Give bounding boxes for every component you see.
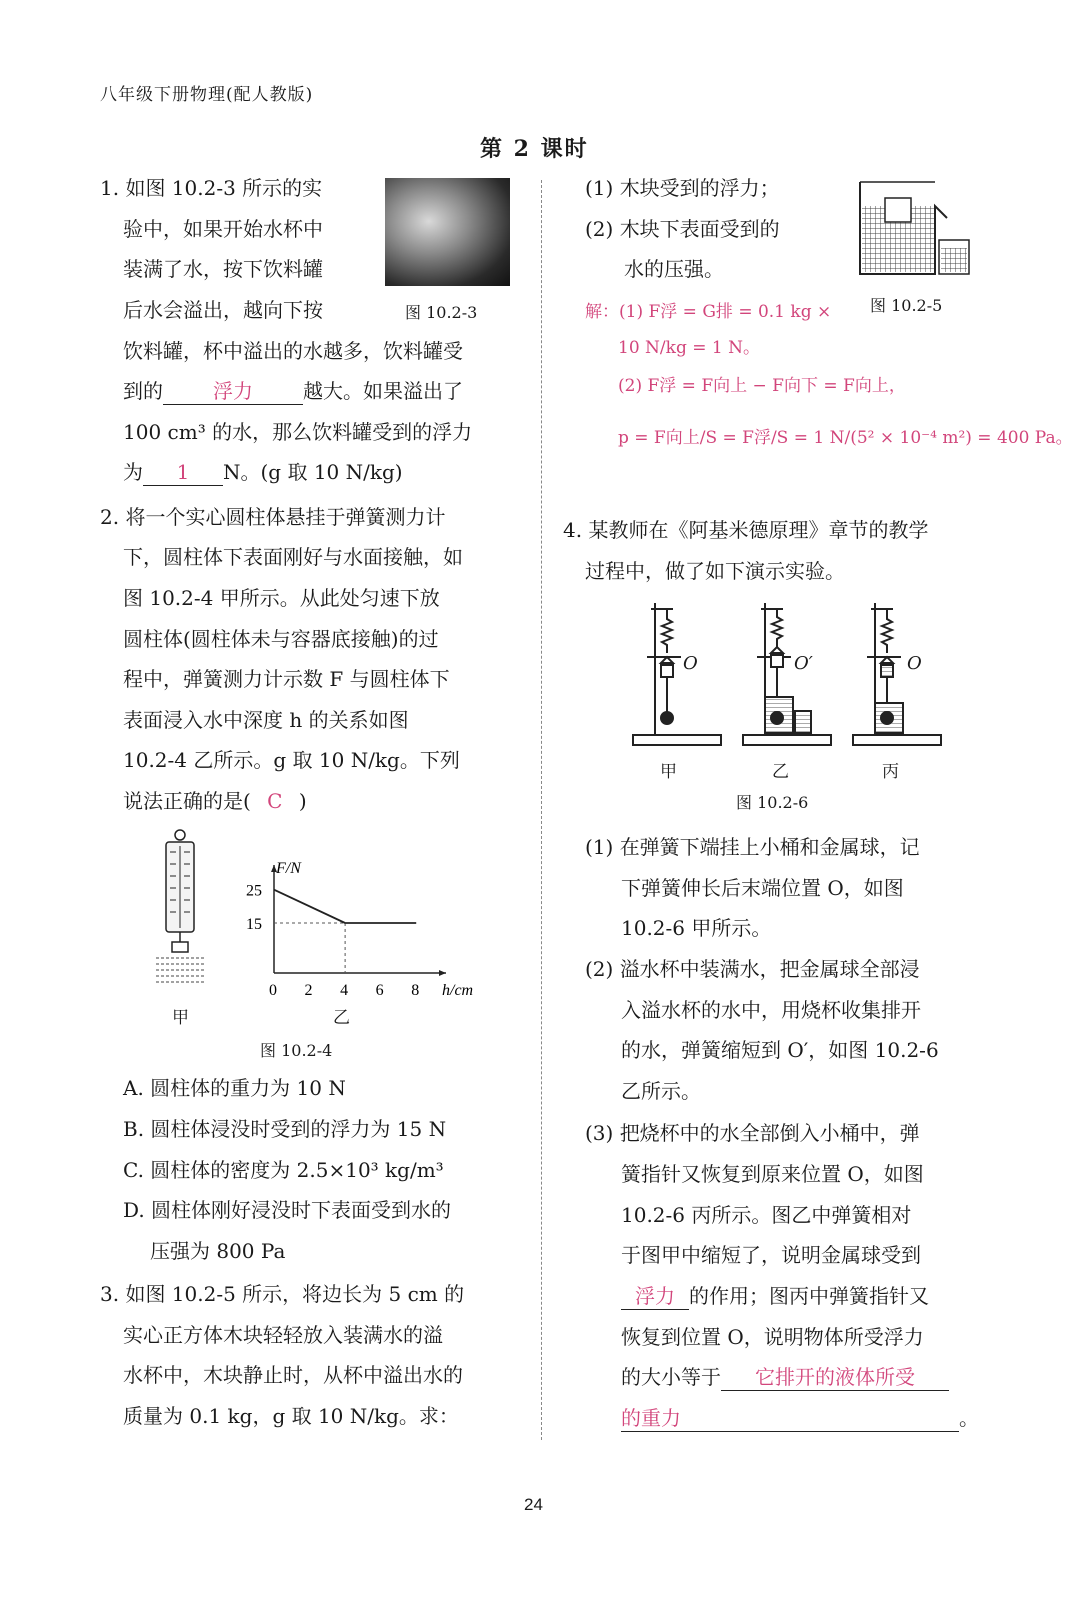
q4-step-6: 的水，弹簧缩短到 O′，如图 10.2-6: [621, 1038, 939, 1062]
q4-answer-1: 浮力: [635, 1284, 675, 1308]
q4-blank-2b: [621, 1405, 959, 1432]
section-title: 第 2 课时: [480, 136, 589, 162]
q2-line-4: 圆柱体(圆柱体未与容器底接触)的过: [123, 627, 439, 651]
q4-l12-post: 的作用；图丙中弹簧指针又: [689, 1284, 929, 1308]
q3-solution-2: 10 N/kg = 1 N。: [618, 338, 760, 358]
q4-line-2: 过程中，做了如下演示实验。: [585, 559, 845, 583]
q4-step-3: 10.2-6 甲所示。: [621, 916, 772, 940]
q1-line-6: [123, 371, 463, 412]
q2-l8-pre: 说法正确的是(: [123, 789, 251, 813]
q2-option-c: C. 圆柱体的密度为 2.5×10³ kg/m³: [123, 1158, 444, 1182]
x-tick-label: 2: [304, 982, 313, 999]
q4-l14-pre: 的大小等于: [621, 1365, 721, 1389]
q2-line-8: [123, 781, 307, 822]
q4-step-9: 簧指针又恢复到原来位置 O，如图: [621, 1162, 924, 1186]
q1-answer-1: 浮力: [213, 379, 253, 403]
x-tick-label: 0: [269, 982, 277, 999]
fig-caption-10-2-4: 图 10.2-4: [260, 1041, 333, 1060]
fig-caption-10-2-3: 图 10.2-3: [405, 303, 478, 322]
q3-sub-2-cont: 水的压强。: [624, 257, 724, 281]
point-label-yi: O′: [794, 653, 813, 674]
q4-step-4: (2) 溢水杯中装满水，把金属球全部浸: [585, 957, 920, 981]
q1-blank-1: [163, 378, 303, 405]
apparatus-bing: [853, 603, 941, 745]
fig-10-2-6-label-jia: 甲: [660, 762, 677, 782]
q4-step-5: 入溢水杯的水中，用烧杯收集排开: [621, 998, 921, 1022]
figure-10-2-5-overflow-cup: [855, 178, 975, 278]
apparatus-yi: [743, 603, 831, 745]
q2-option-b: B. 圆柱体浸没时受到的浮力为 15 N: [123, 1117, 447, 1141]
q4-step-1: (1) 在弹簧下端挂上小桶和金属球，记: [585, 835, 920, 859]
q2-answer: C: [267, 789, 283, 813]
q1-answer-2: 1: [176, 460, 190, 484]
q2-line-5: 程中，弹簧测力计示数 F 与圆柱体下: [123, 667, 450, 691]
q4-line-14: [621, 1357, 949, 1398]
apparatus-jia: [633, 603, 721, 745]
q4-step-10: 10.2-6 丙所示。图乙中弹簧相对: [621, 1203, 912, 1227]
column-divider: [541, 180, 542, 1440]
q4-answer-2a: 它排开的液体所受: [755, 1365, 915, 1389]
q3-line-3: 水杯中，木块静止时，从杯中溢出水的: [123, 1363, 463, 1387]
q4-line-12: [621, 1276, 929, 1317]
q1-line-3: 装满了水，按下饮料罐: [123, 257, 323, 281]
q4-step-11: 于图甲中缩短了，说明金属球受到: [621, 1243, 921, 1267]
q2-line-7: 10.2-4 乙所示。g 取 10 N/kg。下列: [123, 748, 460, 772]
fig-10-2-4-label-jia: 甲: [172, 1008, 189, 1028]
point-label-jia: O: [683, 653, 698, 674]
q2-line-2: 下，圆柱体下表面刚好与水面接触，如: [123, 545, 463, 569]
q2-line-3: 图 10.2-4 甲所示。从此处匀速下放: [123, 586, 440, 610]
q4-step-7: 乙所示。: [621, 1079, 701, 1103]
x-axis-label: h/cm: [442, 982, 474, 999]
q1-line-4: 后水会溢出，越向下按: [123, 298, 323, 322]
fig-10-2-6-label-bing: 丙: [882, 762, 899, 782]
fig-10-2-4-label-yi: 乙: [333, 1008, 350, 1028]
q2-line-6: 表面浸入水中深度 h 的关系如图: [123, 708, 409, 732]
q4-step-2: 下弹簧伸长后末端位置 O，如图: [621, 876, 904, 900]
figure-10-2-4-spring-scale: [150, 828, 210, 988]
q1-l6-post: 越大。如果溢出了: [303, 379, 463, 403]
point-label-bing: O: [907, 653, 922, 674]
y-tick-label: 25: [246, 882, 262, 900]
q2-option-a: A. 圆柱体的重力为 10 N: [123, 1076, 346, 1100]
q3-line-2: 实心正方体木块轻轻放入装满水的溢: [123, 1323, 443, 1347]
q4-blank-1: [621, 1283, 689, 1310]
q1-l8-post: N。(g 取 10 N/kg): [223, 460, 403, 484]
q1-l8-pre: 为: [123, 460, 143, 484]
book-header: 八年级下册物理(配人教版): [100, 85, 314, 105]
q4-blank-2a: [721, 1364, 949, 1391]
q3-solution-4: p = F向上/S = F浮/S = 1 N/(5² × 10⁻⁴ m²) = 400 Pa。: [618, 428, 1073, 448]
q1-line-1: 1. 如图 10.2-3 所示的实: [100, 176, 323, 200]
fig-caption-10-2-5: 图 10.2-5: [870, 296, 943, 315]
fig-10-2-6-label-yi: 乙: [772, 762, 789, 782]
q3-sub-2: (2) 木块下表面受到的: [585, 217, 780, 241]
q3-solution-3: (2) F浮 = F向上 − F向下 = F向上，: [618, 376, 906, 396]
q4-end-mark: 。: [959, 1406, 979, 1430]
figure-10-2-6-apparatus: [625, 595, 985, 755]
q4-step-8: (3) 把烧杯中的水全部倒入小桶中，弹: [585, 1121, 920, 1145]
x-tick-label: 6: [375, 982, 384, 999]
q1-line-5: 饮料罐，杯中溢出的水越多，饮料罐受: [123, 339, 463, 363]
q1-line-7: 100 cm³ 的水，那么饮料罐受到的浮力: [123, 420, 473, 444]
q4-line-13: 恢复到位置 O，说明物体所受浮力: [621, 1325, 924, 1349]
q4-answer-2b: 的重力: [621, 1406, 681, 1430]
q4-line-1: 4. 某教师在《阿基米德原理》章节的教学: [563, 518, 929, 542]
q1-blank-2: [143, 459, 223, 486]
q3-sub-1: (1) 木块受到的浮力；: [585, 176, 780, 200]
q2-l8-post: ): [298, 789, 307, 813]
q2-option-d: D. 圆柱体刚好浸没时下表面受到水的: [123, 1198, 452, 1222]
q3-line-4: 质量为 0.1 kg，g 取 10 N/kg。求：: [123, 1404, 459, 1428]
x-tick-label: 4: [340, 982, 349, 999]
x-tick-label: 8: [411, 982, 420, 999]
x-axis-arrow: [439, 970, 446, 976]
q2-option-d-cont: 压强为 800 Pa: [150, 1239, 286, 1263]
q1-line-8: [123, 452, 403, 493]
fig-caption-10-2-6: 图 10.2-6: [736, 793, 809, 812]
q4-line-15: [621, 1398, 979, 1439]
figure-10-2-3-photo: [385, 178, 510, 286]
y-tick-label: 15: [246, 916, 262, 933]
page-number: 24: [524, 1495, 543, 1514]
series-segment: [274, 890, 345, 923]
figure-10-2-4-chart: [238, 858, 474, 1008]
q3-line-1: 3. 如图 10.2-5 所示，将边长为 5 cm 的: [100, 1282, 465, 1306]
q1-l6-pre: 到的: [123, 379, 163, 403]
q3-solution-1: 解：(1) F浮 = G排 = 0.1 kg ×: [585, 302, 832, 322]
q2-line-1: 2. 将一个实心圆柱体悬挂于弹簧测力计: [100, 505, 446, 529]
q1-line-2: 验中，如果开始水杯中: [123, 217, 323, 241]
y-axis-label: F/N: [276, 860, 301, 877]
